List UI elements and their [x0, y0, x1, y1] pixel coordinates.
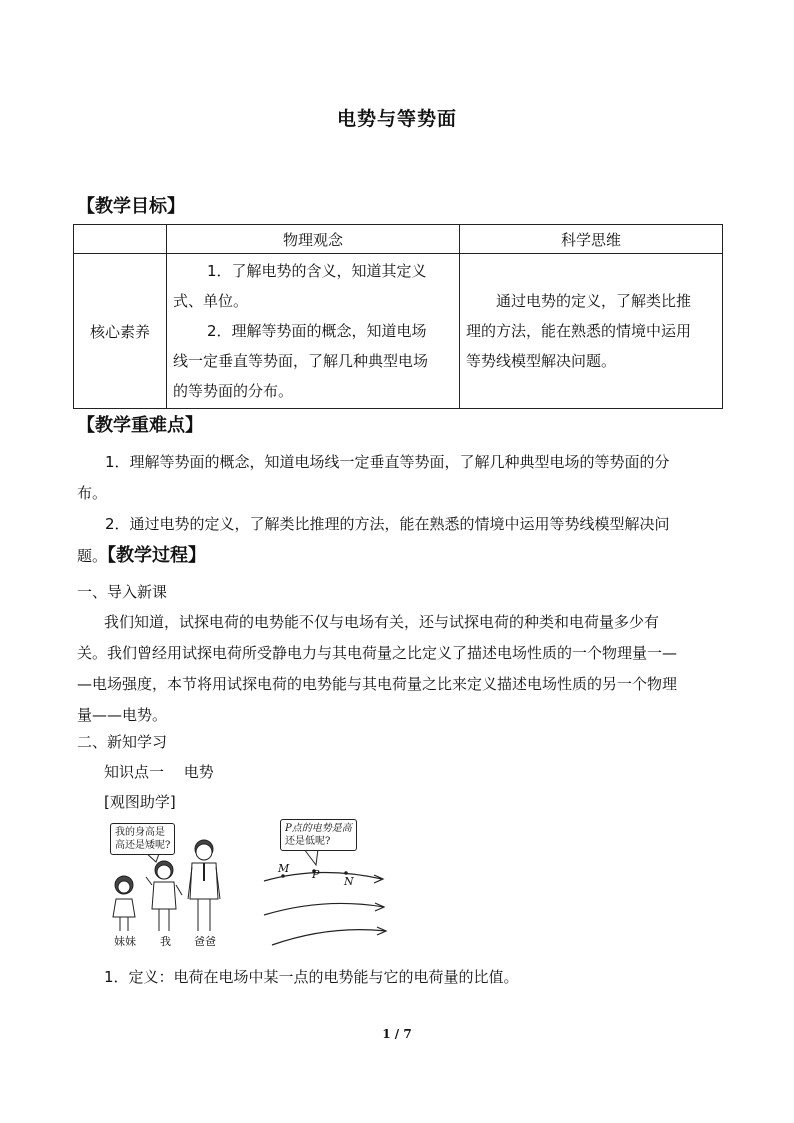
table-corner-cell — [74, 225, 167, 254]
person-me-figure — [146, 861, 182, 931]
point-m-label: M — [278, 862, 290, 875]
intro-line-2: 关。我们曾经用试探电荷所受静电力与其电荷量之比定义了描述电场性质的一个物理量一— — [77, 644, 678, 662]
page-number: 1 / 7 — [382, 1027, 412, 1041]
person-me-label: 我 — [160, 935, 171, 948]
row-label-core-literacy: 核心素养 — [74, 254, 167, 409]
key-point-1-line-1: 1．理解等势面的概念，知道电场线一定垂直等势面，了解几种典型电场的等势面的分 — [105, 453, 670, 471]
physics-line-2: 式、单位。 — [173, 292, 249, 310]
speech-bubble-left — [110, 823, 175, 855]
key-point-1-line-2: 布。 — [77, 484, 108, 502]
section-heading-key-points: 【教学重难点】 — [77, 415, 203, 436]
speech-bubble-right — [280, 819, 357, 851]
intro-line-1: 我们知道，试探电荷的电势能不仅与电场有关，还与试探电荷的种类和电荷量多少有 — [104, 613, 660, 631]
header-physics: 物理观念 — [167, 225, 460, 254]
person-dad-figure — [188, 840, 220, 931]
field-line-3 — [272, 930, 386, 945]
physics-line-5: 的等势面的分布。 — [173, 382, 294, 400]
figure-tag: [观图助学] — [104, 793, 176, 811]
person-sister-label: 妹妹 — [114, 935, 136, 948]
science-line-2: 理的方法，能在熟悉的情境中运用 — [466, 322, 692, 340]
key-point-2-line-2: 题。 — [77, 547, 108, 565]
point-p-label: P — [312, 868, 320, 881]
header-science: 科学思维 — [460, 225, 723, 254]
science-line-1: 通过电势的定义，了解类比推 — [496, 292, 692, 310]
bubble-left-line-2: 高还是矮呢? — [115, 840, 171, 851]
field-line-1-arrow — [374, 875, 383, 883]
physics-line-3: 2．理解等势面的概念，知道电场 — [207, 322, 427, 340]
field-line-2 — [264, 903, 384, 915]
key-point-2-row — [77, 540, 727, 572]
definition-text: 1．定义：电荷在电场中某一点的电势能与它的电荷量的比值。 — [104, 968, 519, 986]
intro-line-3: —电场强度，本节将用试探电荷的电势能与其电荷量之比来定义描述电场性质的另一个物理 — [77, 675, 678, 693]
physics-concept-cell — [167, 254, 460, 409]
physics-line-1: 1．了解电势的含义，知道其定义 — [207, 262, 427, 280]
physics-line-4: 线一定垂直等势面，了解几种典型电场 — [173, 352, 429, 370]
science-line-3: 等势线模型解决问题。 — [466, 352, 617, 370]
bubble-right-line-1: P点的电势是高 — [285, 823, 352, 834]
section-heading-process: 【教学过程】 — [107, 545, 207, 566]
right-bubble-tail — [304, 849, 318, 865]
part1-title: 一、导入新课 — [77, 583, 168, 601]
key-points-body — [77, 447, 727, 572]
key-point-2-line-1: 2．通过电势的定义，了解类比推理的方法，能在熟悉的情境中运用等势线模型解决问 — [105, 515, 670, 533]
bubble-right-line-2: 还是低呢? — [285, 836, 331, 847]
part2-title: 二、新知学习 — [77, 733, 168, 751]
person-sister-figure — [113, 876, 135, 931]
figure-illustration — [104, 815, 404, 950]
point-n-label: N — [344, 875, 354, 888]
goals-table — [73, 224, 723, 409]
page-title: 电势与等势面 — [336, 108, 457, 130]
person-dad-label: 爸爸 — [194, 935, 216, 948]
bubble-left-line-1: 我的身高是 — [115, 827, 165, 838]
section-heading-goals: 【教学目标】 — [77, 196, 185, 217]
field-line-2-arrow — [375, 903, 384, 911]
knowledge-point-heading: 知识点一 电势 — [104, 763, 214, 781]
intro-paragraph — [77, 607, 737, 731]
intro-line-4: 量——电势。 — [77, 706, 168, 724]
science-thinking-cell — [460, 254, 723, 409]
